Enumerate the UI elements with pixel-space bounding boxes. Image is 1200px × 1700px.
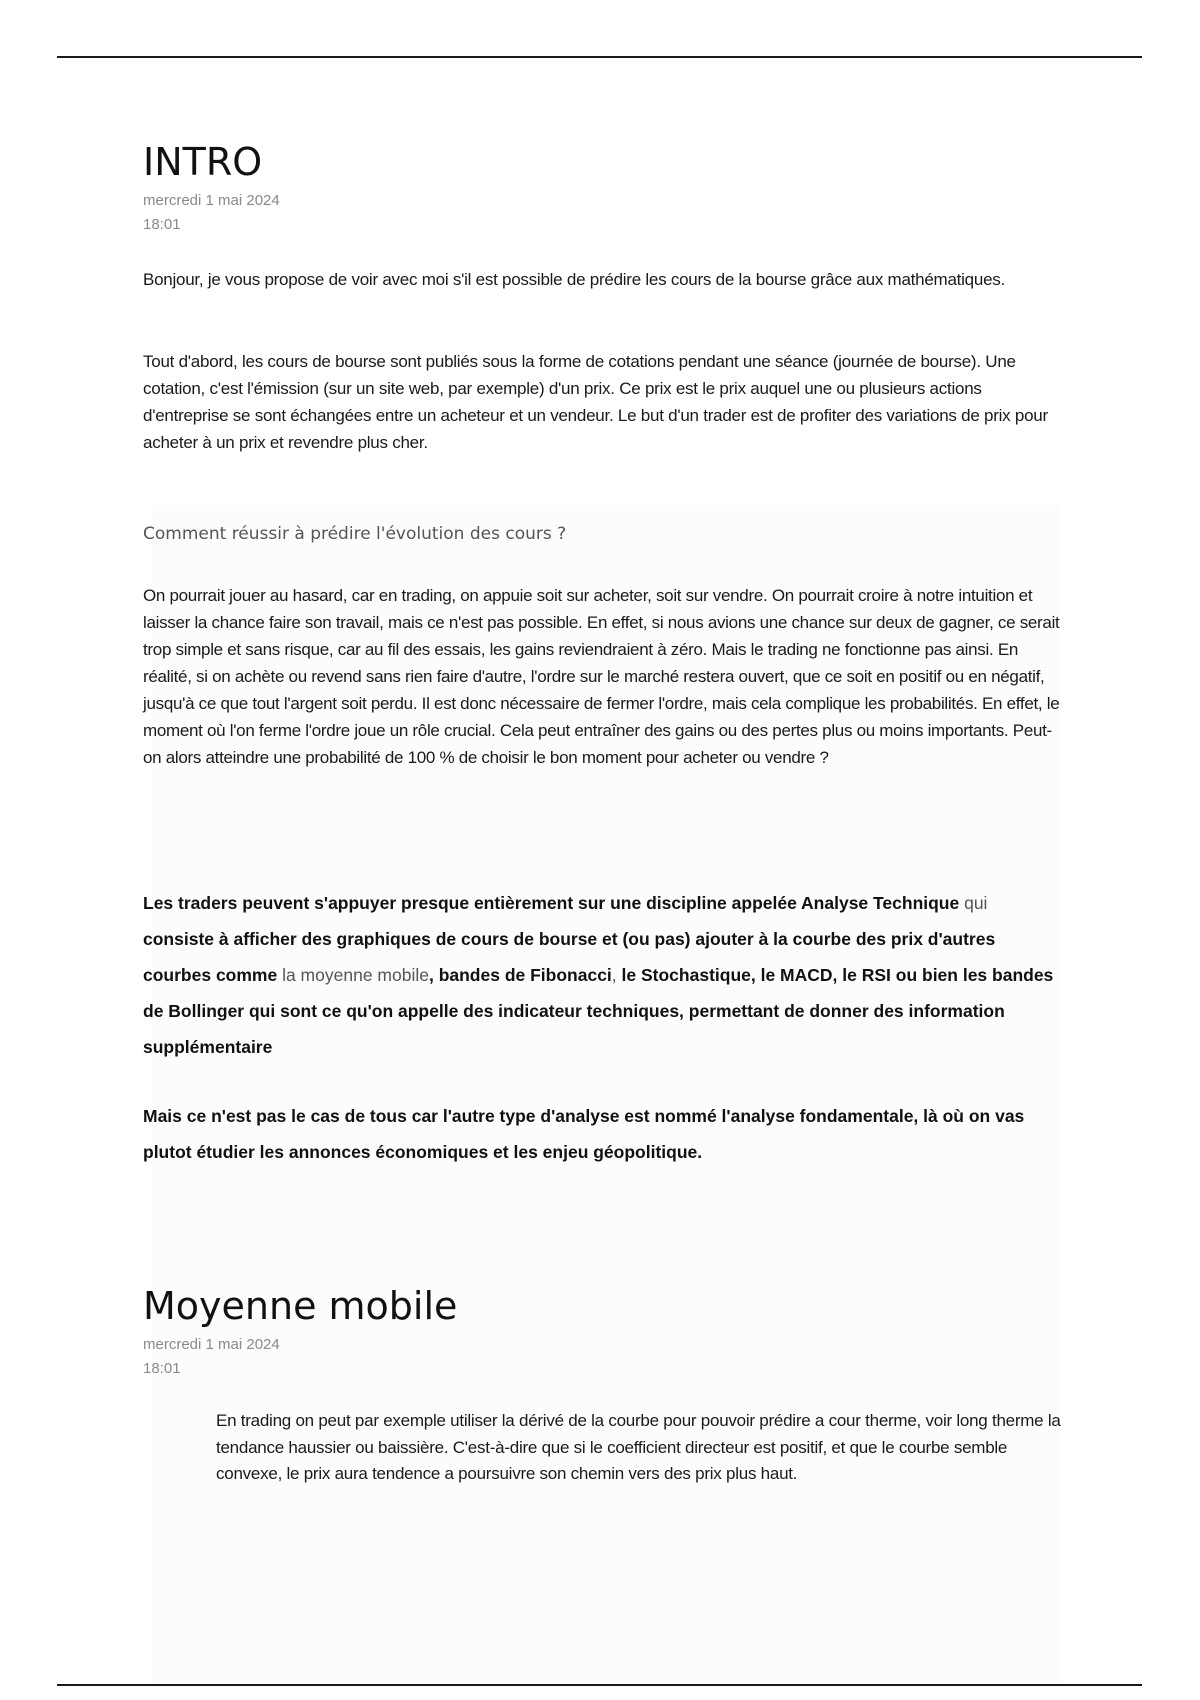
intro-paragraph-3: On pourrait jouer au hasard, car en trading, on appuie soit sur acheter, soit sur vendre. On pourrait croire à notre intuition et laisser la chance faire son travail, mais ce n'est pas possible. En effet, si nous avions une chance sur deux de gagner, ce serait trop simple et sans risque, car au fil des essais, les gains reviendraient à zéro. Mais le trading ne fonctionne pas ainsi. En réalité, si on achète ou revend sans rien faire d'autre, l'ordre sur le marché restera ouvert, que ce soit en positif ou en négatif, jusqu'à ce que tout l'argent soit perdu. Il est donc nécessaire de fermer l'ordre, mais cela complique les probabilités. En effet, le moment où l'on ferme l'ordre joue un rôle crucial. Cela peut entraîner des gains ou des pertes plus ou moins importants. Peut-on alors atteindre une probabilité de 100 % de choisir le bon moment pour acheter ou vendre ? — [143, 586, 1060, 767]
ta-text-3: , bandes de Fibonacci — [428, 965, 612, 985]
page-title-moyenne-mobile: Moyenne mobile — [143, 1284, 458, 1328]
ta-text-4: le Stochastique, le MACD, le RSI ou bien les bandes de Bollinger qui sont ce qu'on appelle des indicateur techniques, permettant de donner des information supplémentaire — [143, 965, 1054, 1057]
intro-paragraph-2: Tout d'abord, les cours de bourse sont publiés sous la forme de cotations pendant une séance (journée de bourse). Une cotation, c'est l'émission (sur un site web, par exemple) d'un prix. Ce prix est le prix auquel une ou plusieurs actions d'entreprise se sont échangées entre un acheteur et un vendeur. Le but d'un trader est de profiter des variations de prix pour acheter à un prix et revendre plus cher. — [143, 352, 1048, 452]
moyenne-mobile-paragraph: En trading on peut par exemple utiliser la dérivé de la courbe pour pouvoir prédire a cour therme, voir long therme la tendance haussier ou baissière. C'est-à-dire que si le coefficient directeur est positif, et que le courbe semble convexe, le prix aura tendence a poursuivre son chemin vers des prix plus haut. — [216, 1411, 1061, 1483]
intro-question: Comment réussir à prédire l'évolution des cours ? — [143, 524, 567, 544]
bottom-rule — [57, 1684, 1142, 1686]
note-metadata-intro — [143, 189, 280, 237]
ta-text-comma: , — [611, 965, 617, 985]
technical-analysis-paragraph — [143, 885, 1063, 1065]
top-rule — [57, 56, 1142, 58]
note-date: mercredi 1 mai 2024 — [143, 192, 280, 209]
ta-text-qui: qui — [964, 893, 988, 913]
note-time: 18:01 — [143, 1360, 181, 1377]
ta-text-2: consiste à afficher des graphiques de cours de bourse et (ou pas) ajouter à la courbe des prix d'autres courbes comme — [143, 929, 996, 985]
note-date: mercredi 1 mai 2024 — [143, 1336, 280, 1353]
note-metadata-moyenne-mobile — [143, 1333, 280, 1381]
intro-paragraph-1: Bonjour, je vous propose de voir avec moi s'il est possible de prédire les cours de la bourse grâce aux mathématiques. — [143, 270, 1006, 289]
fundamental-analysis-paragraph: Mais ce n'est pas le cas de tous car l'autre type d'analyse est nommé l'analyse fondamentale, là où on vas plutot étudier les annonces économiques et les enjeu géopolitique. — [143, 1106, 1025, 1162]
ta-text-moyenne-mobile: la moyenne mobile — [282, 965, 429, 985]
ta-text-1: Les traders peuvent s'appuyer presque entièrement sur une discipline appelée Analyse Technique — [143, 893, 965, 913]
note-time: 18:01 — [143, 216, 181, 233]
page-title-intro: INTRO — [143, 140, 263, 184]
